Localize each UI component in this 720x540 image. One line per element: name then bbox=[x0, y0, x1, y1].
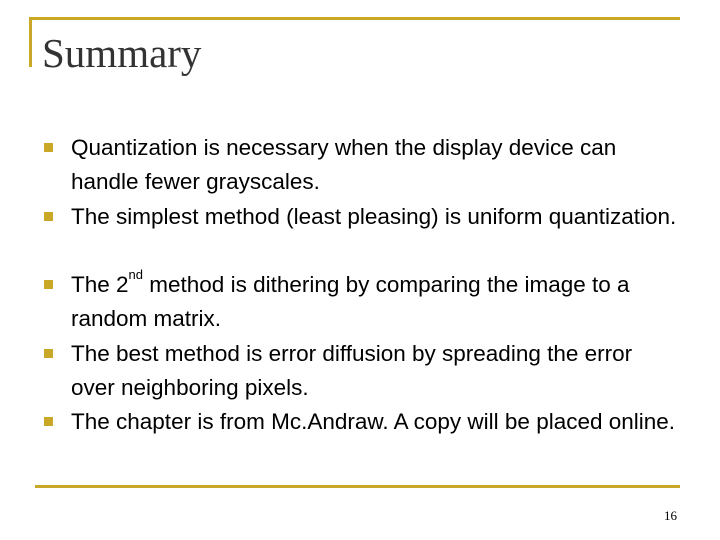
page-number: 16 bbox=[664, 508, 677, 523]
bullet-text: Quantization is necessary when the display device can handle fewer grayscales. bbox=[71, 135, 617, 194]
bullet-square-icon bbox=[44, 349, 53, 358]
bullet-text: The chapter is from Mc.Andraw. A copy will be placed online. bbox=[71, 409, 676, 434]
bullet-square-icon bbox=[44, 143, 53, 152]
bullet-text-pre: The 2 bbox=[71, 272, 129, 297]
frame-left-rule bbox=[29, 17, 32, 67]
bullet-square-icon bbox=[44, 212, 53, 221]
bullet-text: The best method is error diffusion by spreading the error over neighboring pixels. bbox=[71, 341, 633, 400]
bullet-text bbox=[71, 268, 681, 336]
bullet-text-post: method is dithering by comparing the image to a random matrix. bbox=[71, 272, 630, 331]
bullet-text-superscript: nd bbox=[128, 267, 144, 282]
bullet-square-icon bbox=[44, 280, 53, 289]
slide-title: Summary bbox=[42, 30, 202, 76]
frame-top-rule bbox=[29, 17, 680, 20]
footer-rule bbox=[35, 485, 680, 488]
bullet-square-icon bbox=[44, 417, 53, 426]
bullet-text: The simplest method (least pleasing) is uniform quantization. bbox=[71, 204, 677, 229]
